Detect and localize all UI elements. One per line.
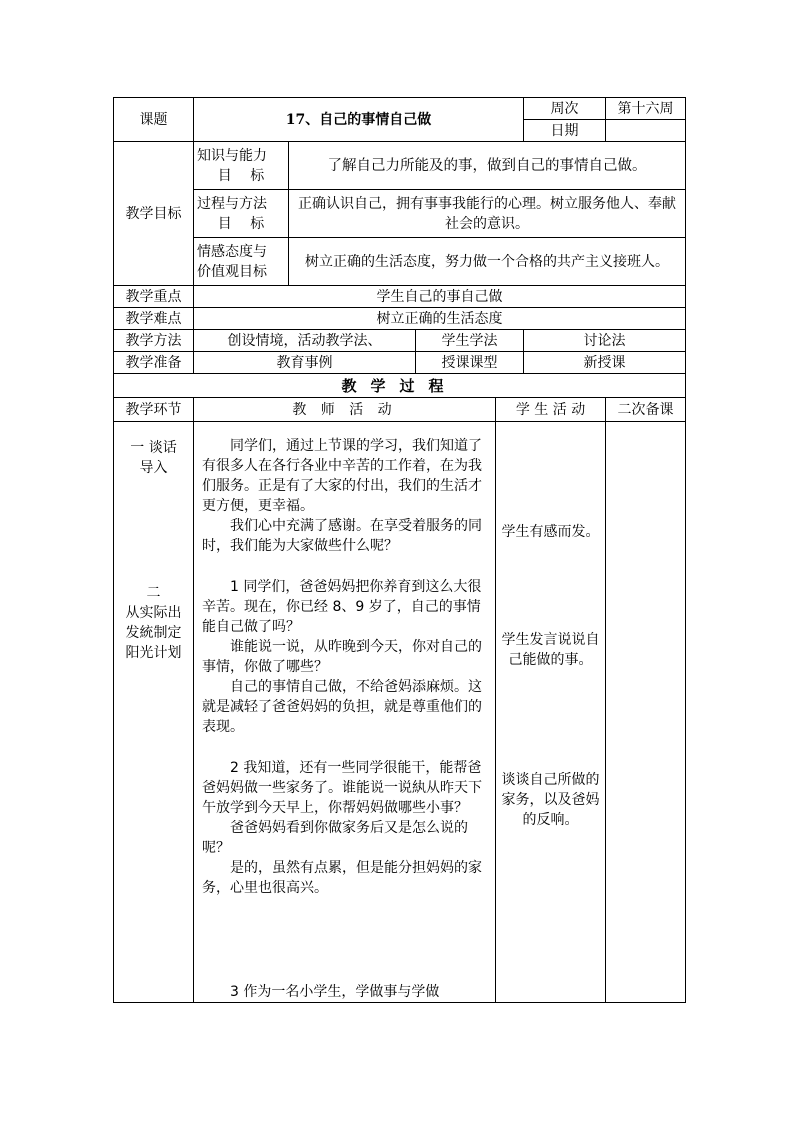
col-teacher-header: 教 师 活 动 [194, 398, 496, 422]
lesson-plan-table [113, 97, 686, 1003]
teacher-paragraph: 我们心中充满了感谢。在享受着服务的同时，我们能为大家做些什么呢？ [202, 518, 482, 554]
topic-label: 课题 [114, 98, 194, 142]
method-label: 教学方法 [114, 330, 194, 352]
student-response: 谈谈自己所做的家务，以及爸妈的反响。 [501, 772, 600, 828]
student-response: 学生发言说说自己能做的事。 [501, 632, 600, 668]
key-point-label: 教学重点 [114, 286, 194, 308]
stage2-line3: 发統制定 [125, 625, 182, 641]
process-section-title: 教学过程 [114, 374, 686, 398]
goal-name-line2: 价值观目标 [197, 263, 267, 280]
stage1-line1: 一 谈话 [130, 440, 177, 456]
col-stage-header: 教学环节 [114, 398, 194, 422]
student-response: 学生有感而发。 [501, 524, 600, 540]
stage-column [114, 422, 194, 1003]
topic-value: 17、自己的事情自己做 [194, 98, 524, 142]
stage2-line2: 从实际出 [125, 605, 182, 621]
teacher-paragraph: 同学们，通过上节课的学习，我们知道了有很多人在各行各业中辛苦的工作着，在为我们服务。正是有了大家的付出，我们的生活才更方便，更幸福。 [202, 438, 482, 514]
teacher-paragraph: 是的，虽然有点累，但是能分担妈妈的家务，心里也很高兴。 [202, 860, 482, 896]
lesson-type-label: 授课课型 [416, 352, 524, 374]
teacher-paragraph: 谁能说一说，从昨晚到今天，你对自己的事情，你做了哪些？ [202, 639, 482, 675]
week-label: 周次 [524, 98, 606, 120]
goal-process-text: 正确认识自己，拥有事事我能行的心理。树立服务他人、奉献社会的意识。 [289, 190, 686, 238]
col-student-header: 学 生 活 动 [496, 398, 606, 422]
teacher-paragraph: 2 我知道，还有一些同学很能干，能帮爸爸妈妈做一些家务了。谁能说一说紈从昨天下午放学到今天早上，你帮妈妈做哪些小事？ [202, 760, 482, 816]
goal-process-name [194, 190, 289, 238]
date-value [606, 120, 686, 142]
teacher-paragraph: 爸爸妈妈看到你做家务后又是怎么说的呢？ [202, 820, 468, 856]
lesson-type-value: 新授课 [524, 352, 686, 374]
student-activity [496, 422, 606, 1003]
goal-name-line1: 情感态度与 [197, 243, 267, 260]
student-method-value: 讨论法 [524, 330, 686, 352]
teacher-paragraph: 3 作为一名小学生，学做事与学做 [230, 984, 440, 1000]
method-value: 创设情境，活动教学法、 [194, 330, 416, 352]
week-value: 第十六周 [606, 98, 686, 120]
teacher-paragraph: 1 同学们，爸爸妈妈把你养育到这么大很辛苦。现在，你已经 8、9 岁了，自己的事情能自己做了吗？ [202, 579, 482, 635]
teacher-activity [194, 422, 496, 1003]
stage2-line1: 二 [146, 585, 161, 601]
goal-attitude-text: 树立正确的生活态度，努力做一个合格的共产主义接班人。 [289, 238, 686, 286]
goal-attitude-name [194, 238, 289, 286]
key-point-value: 学生自己的事自己做 [194, 286, 686, 308]
stage1-line2: 导入 [139, 460, 168, 476]
prep-value: 教育事例 [194, 352, 416, 374]
prep-label: 教学准备 [114, 352, 194, 374]
date-label: 日期 [524, 120, 606, 142]
stage2-line4: 阳光计划 [125, 645, 182, 661]
difficulty-value: 树立正确的生活态度 [194, 308, 686, 330]
second-prep-notes [606, 422, 686, 1003]
goal-name-line2: 目 标 [217, 215, 265, 232]
goal-name-line1: 知识与能力 [197, 147, 267, 164]
goals-label: 教学目标 [114, 142, 194, 286]
goal-name-line1: 过程与方法 [197, 195, 267, 212]
goal-knowledge-name [194, 142, 289, 190]
goal-name-line2: 目 标 [217, 167, 265, 184]
difficulty-label: 教学难点 [114, 308, 194, 330]
student-method-label: 学生学法 [416, 330, 524, 352]
goal-knowledge-text: 了解自己力所能及的事，做到自己的事情自己做。 [289, 142, 686, 190]
col-notes-header: 二次备课 [606, 398, 686, 422]
teacher-paragraph: 自己的事情自己做，不给爸妈添麻烦。这就是减轻了爸爸妈妈的负担，就是尊重他们的表现。 [202, 679, 482, 735]
